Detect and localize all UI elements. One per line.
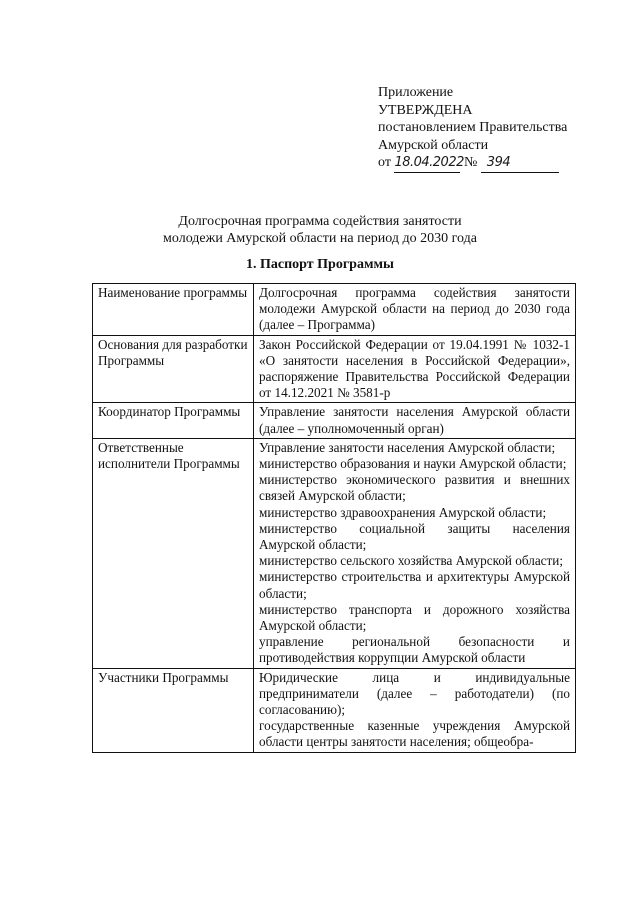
value-item: министерство экономического развития и внешних связей Амурской области; [259,472,570,504]
row-label: Участники Программы [93,668,254,752]
date-prefix: от [378,155,391,171]
title-line-2: молодежи Амурской области на период до 2030 года [163,231,477,246]
row-label: Основания для разработки Программы [93,335,254,403]
value-item: Управление занятости населения Амурской области (далее – уполномоченный орган) [259,404,570,436]
handwritten-number: 394 [481,154,559,173]
approval-resolution: постановлением Правительства [378,120,568,136]
value-item: министерство образования и науки Амурской области; [259,456,567,472]
table-row [93,284,576,336]
approval-approved: УТВЕРЖДЕНА [378,102,473,118]
value-item: управление региональной безопасности и противодействия коррупции Амурской области [259,634,570,666]
section-title: 1. Паспорт Программы [246,257,394,272]
row-value [254,403,576,438]
value-item: Долгосрочная программа содействия занятости молодежи Амурской области на период до 2030 года (далее – Программа) [259,285,570,333]
row-label: Координатор Программы [93,403,254,438]
value-item: министерство здравоохранения Амурской области; [259,504,547,520]
value-item: министерство сельского хозяйства Амурской области; [259,553,564,569]
value-item: министерство транспорта и дорожного хозяйства Амурской области; [259,601,570,634]
table-row [93,668,576,752]
passport-table [92,283,576,753]
value-item: министерство социальной защиты населения Амурской области; [259,520,570,553]
value-item: государственные казенные учреждения Амурской области центры занятости населения; общеобра- [259,718,570,750]
handwritten-date: 18.04.2022 [394,154,460,173]
approval-block [378,84,618,173]
title-line-1: Долгосрочная программа содействия занятости [178,214,462,229]
row-value [254,335,576,403]
table-row [93,335,576,403]
approval-region: Амурской области [378,137,489,153]
value-item: Закон Российской Федерации от 19.04.1991 № 1032-1 «О занятости населения в Российской Федерации», распоряжение Правительства Российской Федерации от 14.12.2021 № 3581-р [259,336,570,401]
value-item: Управление занятости населения Амурской области; [259,439,556,455]
table-row [93,438,576,668]
document-title [0,213,640,247]
value-item: министерство строительства и архитектуры Амурской области; [259,569,570,601]
number-prefix: № [463,155,478,171]
row-value [254,284,576,336]
row-label: Ответственные исполнители Программы [93,438,254,668]
table-row [93,403,576,438]
row-label: Наименование программы [93,284,254,336]
approval-date-line [378,154,618,173]
row-value [254,668,576,752]
value-item: Юридические лица и индивидуальные предприниматели (далее – работодатели) (по согласованию); [259,669,570,718]
row-value [254,438,576,668]
approval-appendix: Приложение [378,85,454,100]
